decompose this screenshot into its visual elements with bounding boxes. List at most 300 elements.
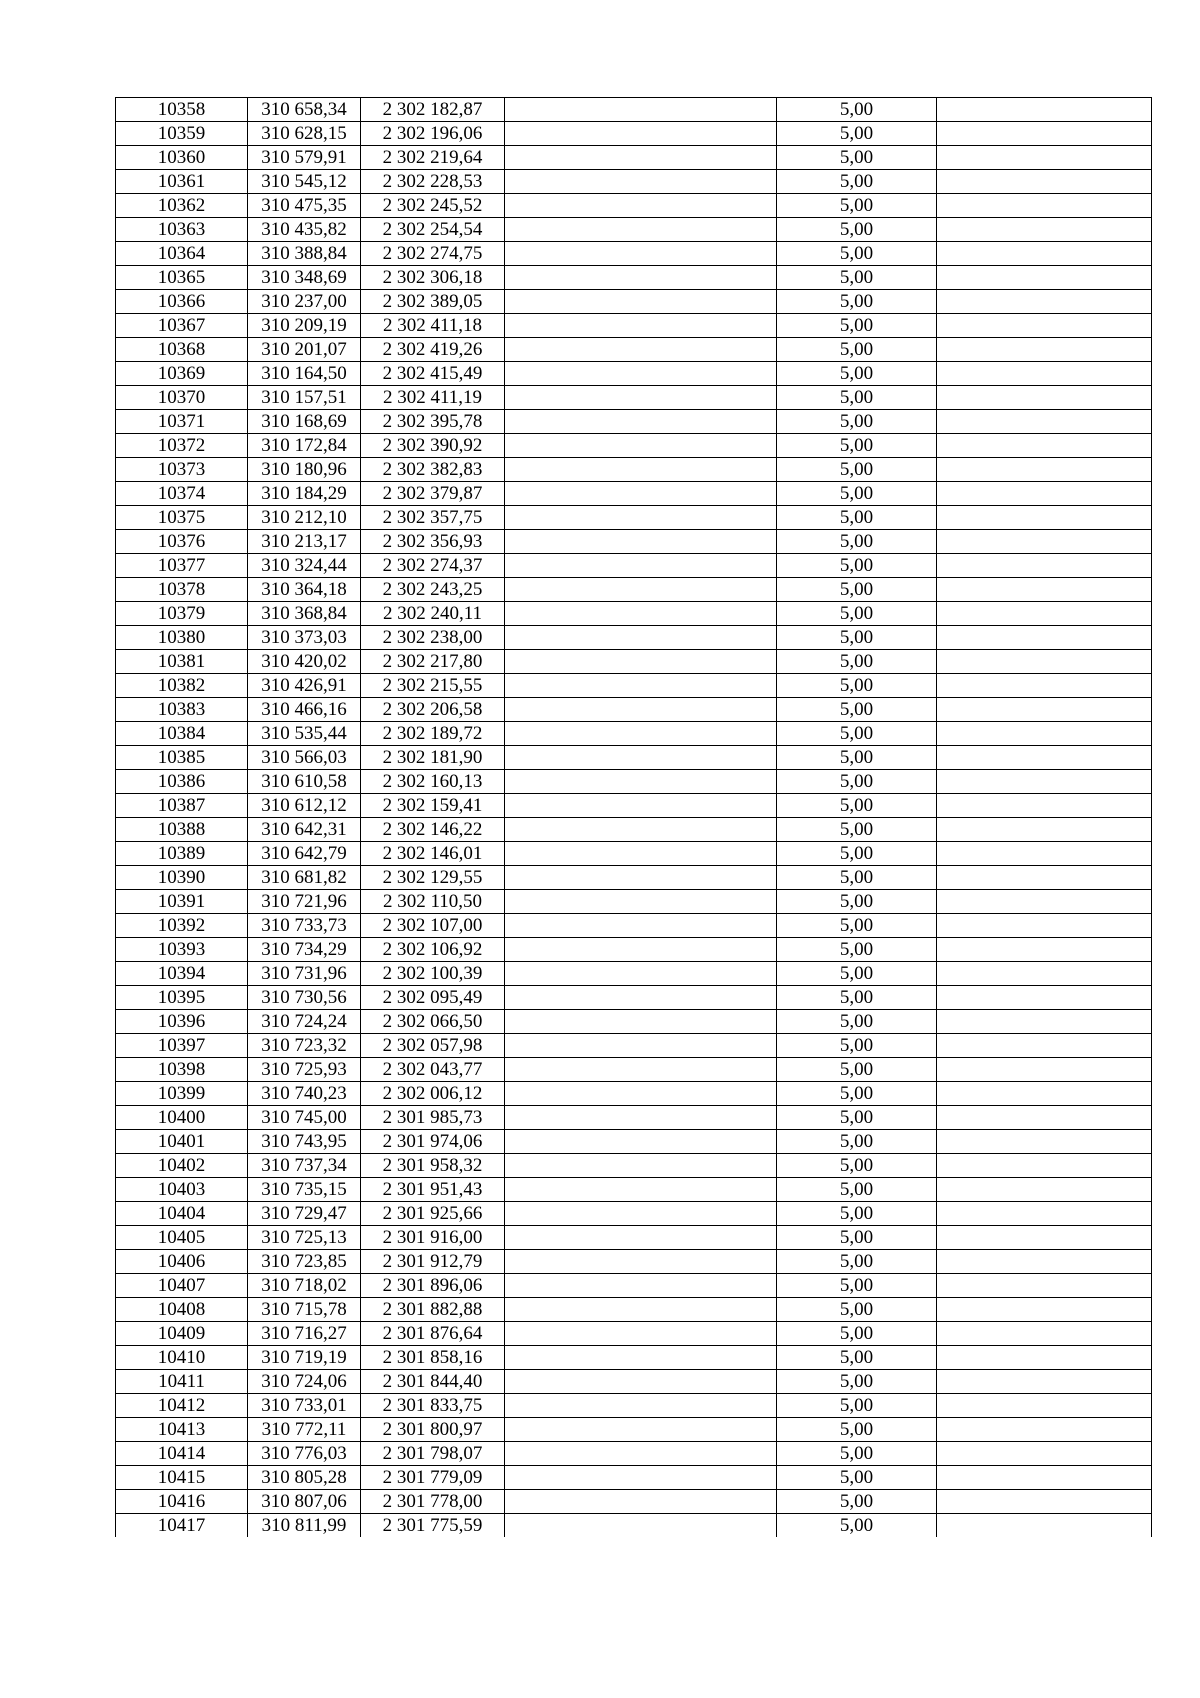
empty-cell: [505, 1154, 777, 1178]
empty-cell: [937, 506, 1152, 530]
value-cell: 5,00: [777, 1178, 937, 1202]
table-row: [116, 1130, 1152, 1154]
empty-cell: [937, 1370, 1152, 1394]
x-coordinate-cell: 310 172,84: [248, 434, 361, 458]
x-coordinate-cell: 310 212,10: [248, 506, 361, 530]
y-coordinate-cell: 2 302 379,87: [361, 482, 505, 506]
table-row: [116, 698, 1152, 722]
point-number-cell: 10358: [116, 98, 248, 122]
table-row: [116, 818, 1152, 842]
point-number-cell: 10366: [116, 290, 248, 314]
y-coordinate-cell: 2 302 274,37: [361, 554, 505, 578]
empty-cell: [505, 98, 777, 122]
empty-cell: [937, 770, 1152, 794]
point-number-cell: 10380: [116, 626, 248, 650]
value-cell: 5,00: [777, 842, 937, 866]
value-cell: 5,00: [777, 1106, 937, 1130]
point-number-cell: 10385: [116, 746, 248, 770]
table-row: [116, 1034, 1152, 1058]
x-coordinate-cell: 310 718,02: [248, 1274, 361, 1298]
point-number-cell: 10407: [116, 1274, 248, 1298]
point-number-cell: 10413: [116, 1418, 248, 1442]
y-coordinate-cell: 2 302 146,22: [361, 818, 505, 842]
empty-cell: [505, 986, 777, 1010]
empty-cell: [505, 530, 777, 554]
point-number-cell: 10362: [116, 194, 248, 218]
empty-cell: [937, 962, 1152, 986]
y-coordinate-cell: 2 301 798,07: [361, 1442, 505, 1466]
empty-cell: [937, 722, 1152, 746]
empty-cell: [937, 1418, 1152, 1442]
y-coordinate-cell: 2 302 245,52: [361, 194, 505, 218]
table-row: [116, 1514, 1152, 1538]
x-coordinate-cell: 310 209,19: [248, 314, 361, 338]
value-cell: 5,00: [777, 266, 937, 290]
empty-cell: [937, 530, 1152, 554]
y-coordinate-cell: 2 301 925,66: [361, 1202, 505, 1226]
empty-cell: [937, 434, 1152, 458]
value-cell: 5,00: [777, 794, 937, 818]
x-coordinate-cell: 310 733,01: [248, 1394, 361, 1418]
empty-cell: [505, 1034, 777, 1058]
table-row: [116, 386, 1152, 410]
y-coordinate-cell: 2 302 159,41: [361, 794, 505, 818]
empty-cell: [505, 1010, 777, 1034]
empty-cell: [505, 218, 777, 242]
value-cell: 5,00: [777, 410, 937, 434]
empty-cell: [937, 1298, 1152, 1322]
table-row: [116, 1250, 1152, 1274]
value-cell: 5,00: [777, 386, 937, 410]
empty-cell: [505, 242, 777, 266]
empty-cell: [505, 410, 777, 434]
y-coordinate-cell: 2 302 415,49: [361, 362, 505, 386]
x-coordinate-cell: 310 729,47: [248, 1202, 361, 1226]
table-row: [116, 554, 1152, 578]
point-number-cell: 10389: [116, 842, 248, 866]
table-row: [116, 362, 1152, 386]
x-coordinate-cell: 310 811,99: [248, 1514, 361, 1538]
empty-cell: [505, 1514, 777, 1538]
empty-cell: [937, 554, 1152, 578]
empty-cell: [937, 266, 1152, 290]
point-number-cell: 10381: [116, 650, 248, 674]
empty-cell: [937, 290, 1152, 314]
value-cell: 5,00: [777, 578, 937, 602]
empty-cell: [505, 842, 777, 866]
empty-cell: [937, 218, 1152, 242]
x-coordinate-cell: 310 735,15: [248, 1178, 361, 1202]
empty-cell: [505, 578, 777, 602]
empty-cell: [505, 386, 777, 410]
table-row: [116, 434, 1152, 458]
empty-cell: [505, 1106, 777, 1130]
point-number-cell: 10395: [116, 986, 248, 1010]
point-number-cell: 10368: [116, 338, 248, 362]
x-coordinate-cell: 310 681,82: [248, 866, 361, 890]
x-coordinate-cell: 310 628,15: [248, 122, 361, 146]
value-cell: 5,00: [777, 986, 937, 1010]
table-row: [116, 170, 1152, 194]
empty-cell: [505, 818, 777, 842]
y-coordinate-cell: 2 302 274,75: [361, 242, 505, 266]
empty-cell: [505, 746, 777, 770]
empty-cell: [505, 650, 777, 674]
empty-cell: [505, 1346, 777, 1370]
table-row: [116, 1010, 1152, 1034]
y-coordinate-cell: 2 301 916,00: [361, 1226, 505, 1250]
empty-cell: [505, 458, 777, 482]
value-cell: 5,00: [777, 1274, 937, 1298]
empty-cell: [937, 1010, 1152, 1034]
point-number-cell: 10377: [116, 554, 248, 578]
x-coordinate-cell: 310 723,32: [248, 1034, 361, 1058]
point-number-cell: 10378: [116, 578, 248, 602]
point-number-cell: 10365: [116, 266, 248, 290]
point-number-cell: 10370: [116, 386, 248, 410]
y-coordinate-cell: 2 302 382,83: [361, 458, 505, 482]
table-row: [116, 1490, 1152, 1514]
value-cell: 5,00: [777, 218, 937, 242]
point-number-cell: 10417: [116, 1514, 248, 1538]
point-number-cell: 10383: [116, 698, 248, 722]
x-coordinate-cell: 310 740,23: [248, 1082, 361, 1106]
point-number-cell: 10397: [116, 1034, 248, 1058]
value-cell: 5,00: [777, 1442, 937, 1466]
value-cell: 5,00: [777, 770, 937, 794]
x-coordinate-cell: 310 426,91: [248, 674, 361, 698]
x-coordinate-cell: 310 733,73: [248, 914, 361, 938]
empty-cell: [505, 1130, 777, 1154]
y-coordinate-cell: 2 302 411,18: [361, 314, 505, 338]
y-coordinate-cell: 2 301 858,16: [361, 1346, 505, 1370]
x-coordinate-cell: 310 324,44: [248, 554, 361, 578]
empty-cell: [937, 602, 1152, 626]
point-number-cell: 10405: [116, 1226, 248, 1250]
value-cell: 5,00: [777, 722, 937, 746]
empty-cell: [937, 170, 1152, 194]
empty-cell: [505, 1226, 777, 1250]
table-row: [116, 194, 1152, 218]
empty-cell: [937, 818, 1152, 842]
y-coordinate-cell: 2 301 779,09: [361, 1466, 505, 1490]
table-row: [116, 866, 1152, 890]
y-coordinate-cell: 2 302 066,50: [361, 1010, 505, 1034]
x-coordinate-cell: 310 364,18: [248, 578, 361, 602]
x-coordinate-cell: 310 466,16: [248, 698, 361, 722]
table-row: [116, 146, 1152, 170]
coordinates-table-body: [116, 98, 1152, 1538]
empty-cell: [505, 434, 777, 458]
point-number-cell: 10387: [116, 794, 248, 818]
empty-cell: [505, 1250, 777, 1274]
table-row: [116, 962, 1152, 986]
value-cell: 5,00: [777, 146, 937, 170]
y-coordinate-cell: 2 302 228,53: [361, 170, 505, 194]
empty-cell: [937, 1274, 1152, 1298]
y-coordinate-cell: 2 301 833,75: [361, 1394, 505, 1418]
y-coordinate-cell: 2 302 206,58: [361, 698, 505, 722]
y-coordinate-cell: 2 302 043,77: [361, 1058, 505, 1082]
empty-cell: [937, 1154, 1152, 1178]
x-coordinate-cell: 310 725,13: [248, 1226, 361, 1250]
point-number-cell: 10360: [116, 146, 248, 170]
empty-cell: [505, 338, 777, 362]
x-coordinate-cell: 310 435,82: [248, 218, 361, 242]
point-number-cell: 10369: [116, 362, 248, 386]
value-cell: 5,00: [777, 242, 937, 266]
empty-cell: [505, 290, 777, 314]
table-row: [116, 578, 1152, 602]
value-cell: 5,00: [777, 1418, 937, 1442]
point-number-cell: 10391: [116, 890, 248, 914]
table-row: [116, 218, 1152, 242]
point-number-cell: 10390: [116, 866, 248, 890]
y-coordinate-cell: 2 302 107,00: [361, 914, 505, 938]
point-number-cell: 10404: [116, 1202, 248, 1226]
point-number-cell: 10393: [116, 938, 248, 962]
x-coordinate-cell: 310 164,50: [248, 362, 361, 386]
empty-cell: [505, 170, 777, 194]
x-coordinate-cell: 310 373,03: [248, 626, 361, 650]
empty-cell: [505, 890, 777, 914]
value-cell: 5,00: [777, 1010, 937, 1034]
table-row: [116, 338, 1152, 362]
empty-cell: [937, 1130, 1152, 1154]
value-cell: 5,00: [777, 1466, 937, 1490]
y-coordinate-cell: 2 302 238,00: [361, 626, 505, 650]
empty-cell: [937, 1346, 1152, 1370]
table-row: [116, 122, 1152, 146]
y-coordinate-cell: 2 301 958,32: [361, 1154, 505, 1178]
empty-cell: [937, 1178, 1152, 1202]
table-row: [116, 722, 1152, 746]
table-row: [116, 266, 1152, 290]
x-coordinate-cell: 310 475,35: [248, 194, 361, 218]
table-row: [116, 1154, 1152, 1178]
table-row: [116, 1178, 1152, 1202]
value-cell: 5,00: [777, 362, 937, 386]
empty-cell: [937, 1082, 1152, 1106]
value-cell: 5,00: [777, 746, 937, 770]
value-cell: 5,00: [777, 1322, 937, 1346]
x-coordinate-cell: 310 184,29: [248, 482, 361, 506]
table-row: [116, 746, 1152, 770]
table-row: [116, 1274, 1152, 1298]
y-coordinate-cell: 2 302 357,75: [361, 506, 505, 530]
value-cell: 5,00: [777, 1370, 937, 1394]
table-row: [116, 1418, 1152, 1442]
y-coordinate-cell: 2 301 876,64: [361, 1322, 505, 1346]
point-number-cell: 10392: [116, 914, 248, 938]
empty-cell: [505, 674, 777, 698]
point-number-cell: 10373: [116, 458, 248, 482]
value-cell: 5,00: [777, 1298, 937, 1322]
y-coordinate-cell: 2 302 254,54: [361, 218, 505, 242]
value-cell: 5,00: [777, 434, 937, 458]
x-coordinate-cell: 310 545,12: [248, 170, 361, 194]
point-number-cell: 10410: [116, 1346, 248, 1370]
y-coordinate-cell: 2 302 356,93: [361, 530, 505, 554]
value-cell: 5,00: [777, 818, 937, 842]
point-number-cell: 10384: [116, 722, 248, 746]
table-row: [116, 482, 1152, 506]
empty-cell: [505, 1202, 777, 1226]
value-cell: 5,00: [777, 170, 937, 194]
y-coordinate-cell: 2 302 129,55: [361, 866, 505, 890]
table-row: [116, 1442, 1152, 1466]
point-number-cell: 10367: [116, 314, 248, 338]
empty-cell: [505, 722, 777, 746]
empty-cell: [505, 1490, 777, 1514]
y-coordinate-cell: 2 302 196,06: [361, 122, 505, 146]
x-coordinate-cell: 310 348,69: [248, 266, 361, 290]
empty-cell: [505, 122, 777, 146]
y-coordinate-cell: 2 301 985,73: [361, 1106, 505, 1130]
value-cell: 5,00: [777, 122, 937, 146]
table-row: [116, 530, 1152, 554]
y-coordinate-cell: 2 301 896,06: [361, 1274, 505, 1298]
x-coordinate-cell: 310 716,27: [248, 1322, 361, 1346]
x-coordinate-cell: 310 723,85: [248, 1250, 361, 1274]
empty-cell: [505, 1418, 777, 1442]
point-number-cell: 10399: [116, 1082, 248, 1106]
empty-cell: [937, 890, 1152, 914]
table-row: [116, 938, 1152, 962]
table-row: [116, 770, 1152, 794]
point-number-cell: 10408: [116, 1298, 248, 1322]
table-row: [116, 602, 1152, 626]
empty-cell: [505, 506, 777, 530]
table-row: [116, 410, 1152, 434]
x-coordinate-cell: 310 725,93: [248, 1058, 361, 1082]
value-cell: 5,00: [777, 866, 937, 890]
empty-cell: [937, 794, 1152, 818]
empty-cell: [937, 482, 1152, 506]
y-coordinate-cell: 2 302 419,26: [361, 338, 505, 362]
empty-cell: [505, 1466, 777, 1490]
y-coordinate-cell: 2 302 110,50: [361, 890, 505, 914]
x-coordinate-cell: 310 213,17: [248, 530, 361, 554]
y-coordinate-cell: 2 302 106,92: [361, 938, 505, 962]
point-number-cell: 10374: [116, 482, 248, 506]
point-number-cell: 10379: [116, 602, 248, 626]
value-cell: 5,00: [777, 554, 937, 578]
empty-cell: [505, 626, 777, 650]
table-row: [116, 314, 1152, 338]
value-cell: 5,00: [777, 1226, 937, 1250]
x-coordinate-cell: 310 721,96: [248, 890, 361, 914]
y-coordinate-cell: 2 301 951,43: [361, 1178, 505, 1202]
empty-cell: [937, 410, 1152, 434]
x-coordinate-cell: 310 730,56: [248, 986, 361, 1010]
point-number-cell: 10412: [116, 1394, 248, 1418]
y-coordinate-cell: 2 302 240,11: [361, 602, 505, 626]
value-cell: 5,00: [777, 602, 937, 626]
x-coordinate-cell: 310 612,12: [248, 794, 361, 818]
value-cell: 5,00: [777, 98, 937, 122]
x-coordinate-cell: 310 237,00: [248, 290, 361, 314]
value-cell: 5,00: [777, 1490, 937, 1514]
empty-cell: [937, 314, 1152, 338]
y-coordinate-cell: 2 302 181,90: [361, 746, 505, 770]
empty-cell: [937, 986, 1152, 1010]
y-coordinate-cell: 2 302 189,72: [361, 722, 505, 746]
empty-cell: [937, 914, 1152, 938]
point-number-cell: 10372: [116, 434, 248, 458]
y-coordinate-cell: 2 302 217,80: [361, 650, 505, 674]
empty-cell: [937, 1226, 1152, 1250]
empty-cell: [505, 794, 777, 818]
value-cell: 5,00: [777, 530, 937, 554]
value-cell: 5,00: [777, 1130, 937, 1154]
empty-cell: [937, 1322, 1152, 1346]
x-coordinate-cell: 310 807,06: [248, 1490, 361, 1514]
empty-cell: [937, 1106, 1152, 1130]
table-row: [116, 290, 1152, 314]
empty-cell: [505, 938, 777, 962]
table-row: [116, 1106, 1152, 1130]
empty-cell: [937, 1490, 1152, 1514]
point-number-cell: 10371: [116, 410, 248, 434]
point-number-cell: 10409: [116, 1322, 248, 1346]
x-coordinate-cell: 310 168,69: [248, 410, 361, 434]
value-cell: 5,00: [777, 1346, 937, 1370]
x-coordinate-cell: 310 566,03: [248, 746, 361, 770]
empty-cell: [505, 1394, 777, 1418]
x-coordinate-cell: 310 388,84: [248, 242, 361, 266]
empty-cell: [937, 338, 1152, 362]
point-number-cell: 10416: [116, 1490, 248, 1514]
empty-cell: [505, 1058, 777, 1082]
x-coordinate-cell: 310 201,07: [248, 338, 361, 362]
x-coordinate-cell: 310 776,03: [248, 1442, 361, 1466]
y-coordinate-cell: 2 302 395,78: [361, 410, 505, 434]
y-coordinate-cell: 2 302 219,64: [361, 146, 505, 170]
empty-cell: [505, 914, 777, 938]
value-cell: 5,00: [777, 674, 937, 698]
value-cell: 5,00: [777, 482, 937, 506]
empty-cell: [505, 866, 777, 890]
y-coordinate-cell: 2 302 390,92: [361, 434, 505, 458]
empty-cell: [505, 770, 777, 794]
empty-cell: [937, 362, 1152, 386]
empty-cell: [505, 1442, 777, 1466]
point-number-cell: 10402: [116, 1154, 248, 1178]
x-coordinate-cell: 310 535,44: [248, 722, 361, 746]
table-row: [116, 1466, 1152, 1490]
empty-cell: [937, 578, 1152, 602]
empty-cell: [937, 1058, 1152, 1082]
x-coordinate-cell: 310 642,31: [248, 818, 361, 842]
x-coordinate-cell: 310 737,34: [248, 1154, 361, 1178]
value-cell: 5,00: [777, 698, 937, 722]
value-cell: 5,00: [777, 1082, 937, 1106]
value-cell: 5,00: [777, 914, 937, 938]
empty-cell: [505, 1298, 777, 1322]
value-cell: 5,00: [777, 1250, 937, 1274]
table-row: [116, 986, 1152, 1010]
point-number-cell: 10359: [116, 122, 248, 146]
empty-cell: [937, 98, 1152, 122]
empty-cell: [937, 1442, 1152, 1466]
y-coordinate-cell: 2 302 057,98: [361, 1034, 505, 1058]
empty-cell: [505, 602, 777, 626]
y-coordinate-cell: 2 302 100,39: [361, 962, 505, 986]
empty-cell: [937, 1466, 1152, 1490]
point-number-cell: 10401: [116, 1130, 248, 1154]
value-cell: 5,00: [777, 962, 937, 986]
